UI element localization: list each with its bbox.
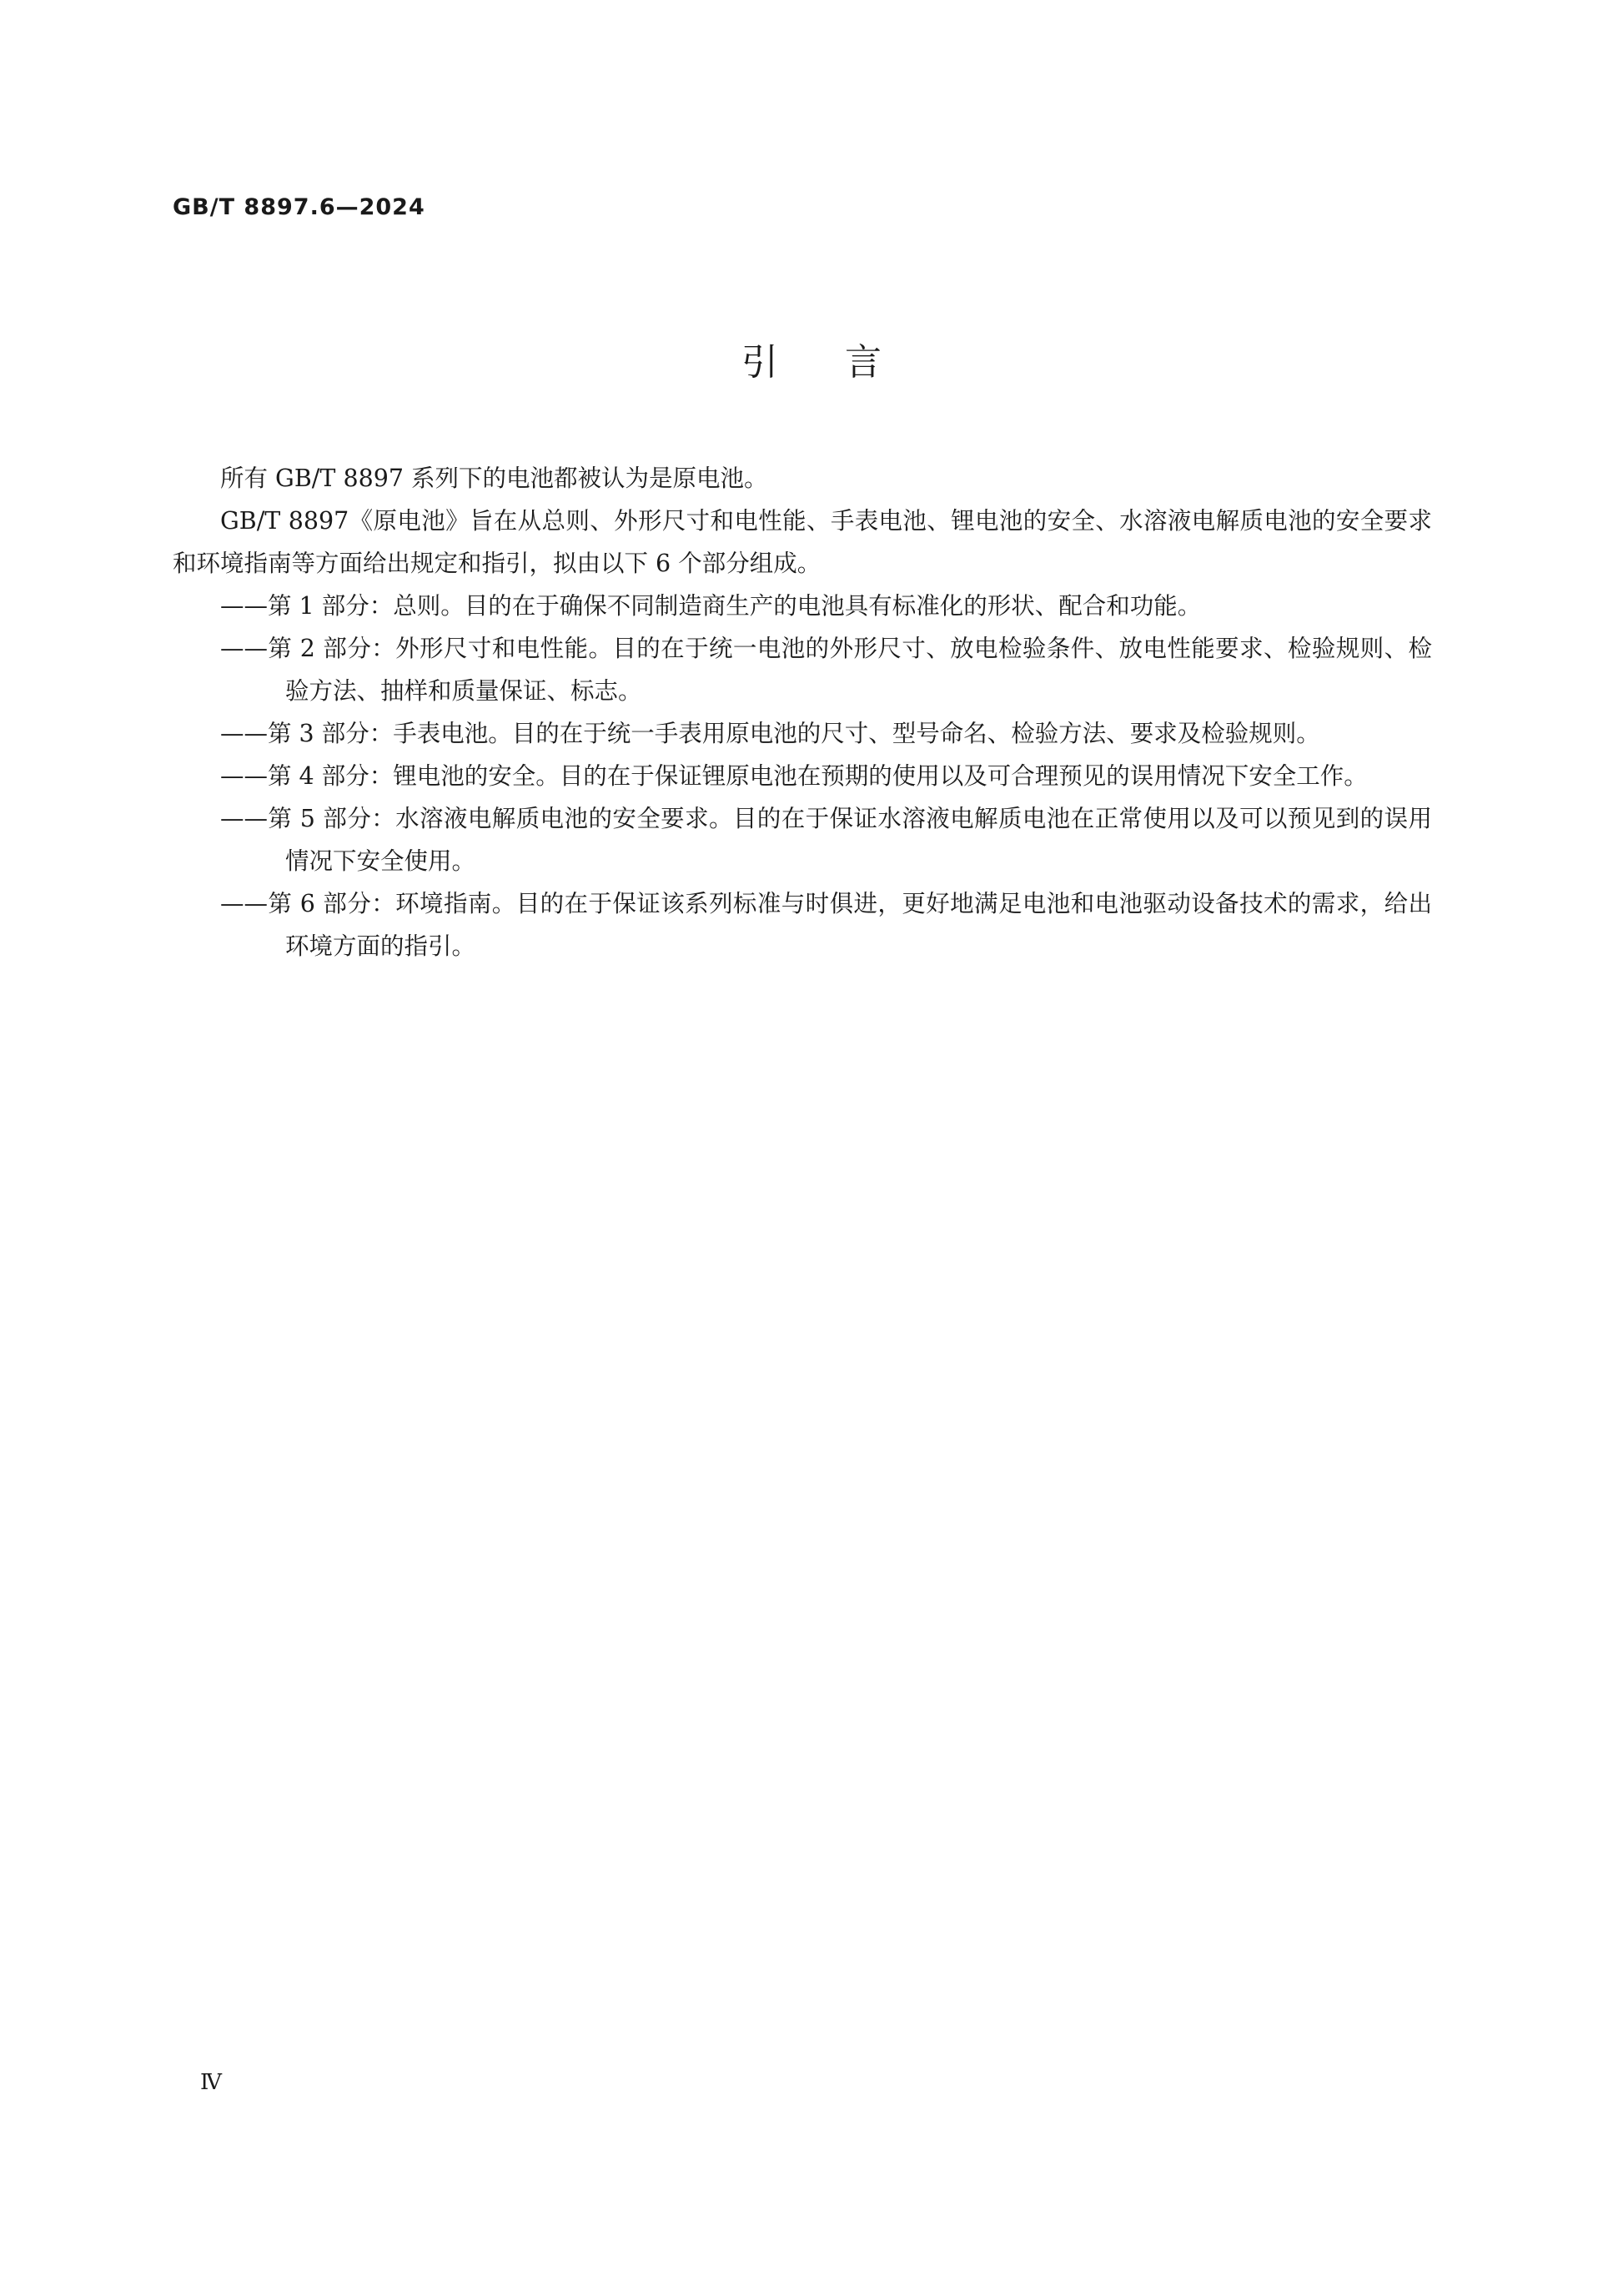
- section-title: 引言: [741, 341, 948, 384]
- part-list-item: ——第 6 部分：环境指南。目的在于保证该系列标准与时俱进，更好地满足电池和电池驱动设备技术的需求，给出环境方面的指引。: [220, 890, 1432, 960]
- standard-number: GB/T 8897.6—2024: [173, 194, 425, 220]
- part-list-item: ——第 4 部分：锂电池的安全。目的在于保证锂原电池在预期的使用以及可合理预见的误用情况下安全工作。: [220, 762, 1368, 790]
- part-list-item: ——第 3 部分：手表电池。目的在于统一手表用原电池的尺寸、型号命名、检验方法、要求及检验规则。: [220, 720, 1320, 747]
- document-body: [173, 457, 1432, 967]
- page-number: Ⅳ: [200, 2070, 222, 2095]
- part-list-item: ——第 2 部分：外形尺寸和电性能。目的在于统一电池的外形尺寸、放电检验条件、放电性能要求、检验规则、检验方法、抽样和质量保证、标志。: [220, 635, 1432, 705]
- part-list-item: ——第 5 部分：水溶液电解质电池的安全要求。目的在于保证水溶液电解质电池在正常使用以及可以预见到的误用情况下安全使用。: [220, 805, 1432, 875]
- part-list-item: ——第 1 部分：总则。目的在于确保不同制造商生产的电池具有标准化的形状、配合和功能。: [220, 592, 1202, 620]
- intro-paragraph: 所有 GB/T 8897 系列下的电池都被认为是原电池。: [220, 465, 768, 492]
- intro-paragraph: GB/T 8897《原电池》旨在从总则、外形尺寸和电性能、手表电池、锂电池的安全、水溶液电解质电池的安全要求和环境指南等方面给出规定和指引，拟由以下 6 个部分组成。: [173, 507, 1432, 577]
